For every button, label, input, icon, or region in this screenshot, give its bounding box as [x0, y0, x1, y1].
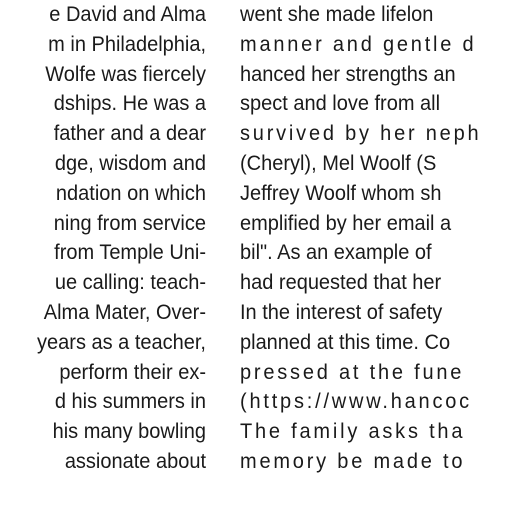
- text-line: went she made lifelon: [240, 2, 434, 26]
- text-line: dships. He was a: [53, 91, 206, 116]
- text-line: d his summers in: [54, 389, 206, 414]
- text-line: planned at this time. Co: [240, 329, 451, 354]
- text-line: Wolfe was fiercely: [45, 61, 206, 86]
- text-line: spect and love from all: [240, 91, 441, 116]
- text-line: Jeffrey Woolf whom sh: [240, 180, 442, 205]
- text-line: hanced her strengths an: [240, 61, 456, 86]
- text-line: memory be made to: [240, 448, 466, 473]
- text-line: had requested that her: [240, 270, 442, 295]
- text-line: (Cheryl), Mel Woolf (S: [240, 150, 437, 175]
- text-line: years as a teacher,: [37, 329, 206, 354]
- text-line: m in Philadelphia,: [48, 31, 206, 56]
- text-line: perform their ex-: [59, 359, 206, 384]
- text-line: bil". As an example of: [240, 240, 432, 265]
- text-line: emplified by her email a: [240, 210, 452, 235]
- text-line: from Temple Uni-: [54, 240, 206, 265]
- text-line: manner and gentle d: [240, 31, 477, 56]
- right-text-column: [240, 0, 512, 477]
- left-text-column: [0, 0, 206, 477]
- text-line: (https://www.hancoc: [240, 389, 472, 414]
- text-line: In the interest of safety: [240, 299, 443, 324]
- text-line: The family asks tha: [240, 419, 466, 444]
- text-line: his many bowling: [52, 419, 206, 444]
- text-line: father and a dear: [53, 121, 206, 146]
- text-line: ning from service: [53, 210, 206, 235]
- text-line: assionate about: [64, 448, 206, 473]
- text-line: survived by her neph: [240, 121, 482, 146]
- text-line: dge, wisdom and: [54, 150, 206, 175]
- text-line: ue calling: teach-: [54, 270, 206, 295]
- text-line: pressed at the fune: [240, 359, 465, 384]
- text-line: ndation on which: [55, 180, 206, 205]
- text-line: Alma Mater, Over-: [43, 299, 206, 324]
- text-line: e David and Alma: [49, 2, 206, 26]
